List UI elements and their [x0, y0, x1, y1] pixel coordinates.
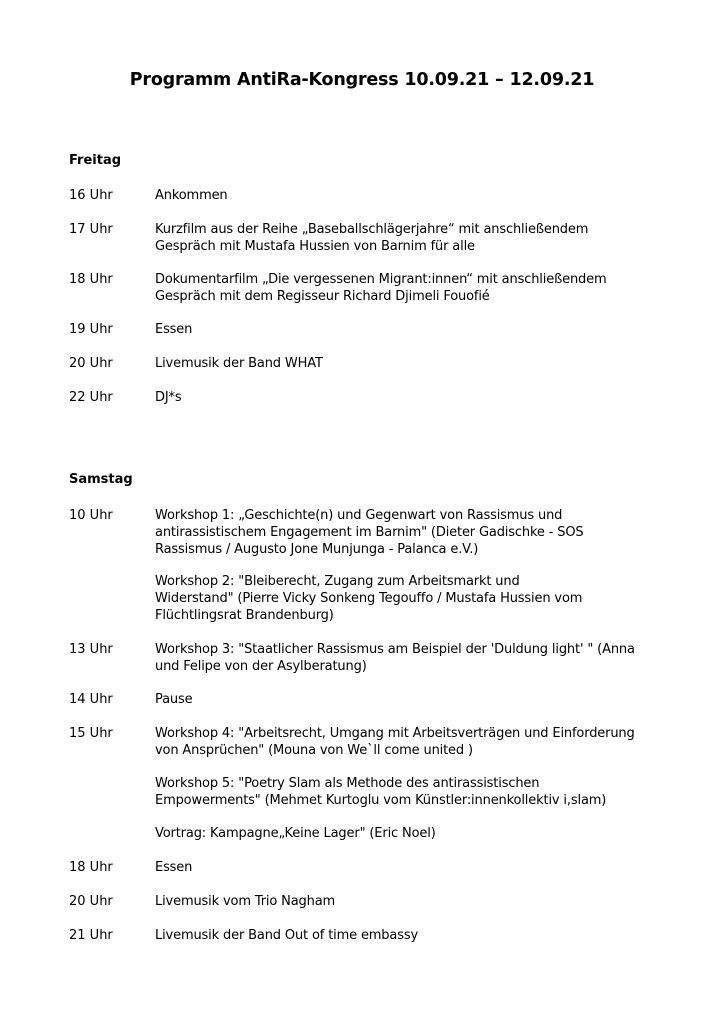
day-heading-friday: Freitag [69, 153, 122, 168]
entry-line: und Felipe von der Asylberatung) [155, 659, 367, 674]
entry-time: 14 Uhr [69, 692, 113, 707]
entry-time: 20 Uhr [69, 894, 113, 909]
entry-text [155, 691, 675, 708]
entry-time: 18 Uhr [69, 272, 113, 287]
entry-line: Essen [155, 860, 193, 875]
entry-time: 20 Uhr [69, 356, 113, 371]
entry-text [155, 507, 675, 558]
entry-line: Pause [155, 692, 193, 707]
entry-time: 22 Uhr [69, 390, 113, 405]
entry-text [155, 221, 675, 255]
entry-text [155, 641, 675, 675]
entry-time: 21 Uhr [69, 928, 113, 943]
entry-text [155, 725, 675, 759]
entry-line: Workshop 3: "Staatlicher Rassismus am Beispiel der 'Duldung light' " (Anna [155, 642, 635, 657]
entry-line: Ankommen [155, 188, 228, 203]
entry-text [155, 573, 675, 624]
entry-time: 16 Uhr [69, 188, 113, 203]
entry-time: 19 Uhr [69, 322, 113, 337]
entry-text [155, 859, 675, 876]
entry-line: Gespräch mit dem Regisseur Richard Djimeli Fouofié [155, 289, 490, 304]
entry-text [155, 187, 675, 204]
entry-time: 18 Uhr [69, 860, 113, 875]
entry-line: Workshop 5: "Poetry Slam als Methode des antirassistischen [155, 776, 540, 791]
entry-line: Kurzfilm aus der Reihe „Baseballschlägerjahre“ mit anschließendem [155, 222, 589, 237]
entry-text [155, 775, 675, 809]
entry-line: Workshop 1: „Geschichte(n) und Gegenwart von Rassismus und [155, 508, 563, 523]
entry-time: 15 Uhr [69, 726, 113, 741]
entry-line: Workshop 4: "Arbeitsrecht, Umgang mit Arbeitsverträgen und Einforderung [155, 726, 635, 741]
entry-text [155, 355, 675, 372]
entry-line: Flüchtlingsrat Brandenburg) [155, 608, 334, 623]
entry-line: Widerstand" (Pierre Vicky Sonkeng Tegouffo / Mustafa Hussien vom [155, 591, 583, 606]
entry-line: Essen [155, 322, 193, 337]
entry-line: von Ansprüchen" (Mouna von We`ll come united ) [155, 743, 473, 758]
entry-text [155, 825, 675, 842]
entry-line: antirassistischem Engagement im Barnim" (Dieter Gadischke - SOS [155, 525, 584, 540]
entry-line: Rassismus / Augusto Jone Munjunga - Palanca e.V.) [155, 542, 479, 557]
entry-text [155, 321, 675, 338]
entry-line: Vortrag: Kampagne„Keine Lager" (Eric Noel) [155, 826, 436, 841]
entry-line: Livemusik der Band WHAT [155, 356, 323, 371]
entry-text [155, 927, 675, 944]
entry-line: Gespräch mit Mustafa Hussien von Barnim für alle [155, 239, 475, 254]
entry-line: Livemusik vom Trio Nagham [155, 894, 336, 909]
entry-line: Empowerments" (Mehmet Kurtoglu vom Künstler:innenkollektiv i,slam) [155, 793, 607, 808]
entry-line: Livemusik der Band Out of time embassy [155, 928, 419, 943]
entry-text [155, 893, 675, 910]
entry-text [155, 271, 675, 305]
entry-time: 10 Uhr [69, 508, 113, 523]
entry-line: DJ*s [155, 390, 182, 405]
entry-time: 13 Uhr [69, 642, 113, 657]
entry-text [155, 389, 675, 406]
day-heading-saturday: Samstag [69, 472, 133, 487]
entry-line: Workshop 2: "Bleiberecht, Zugang zum Arbeitsmarkt und [155, 574, 520, 589]
page-title: Programm AntiRa-Kongress 10.09.21 – 12.09.21 [129, 70, 595, 90]
entry-time: 17 Uhr [69, 222, 113, 237]
entry-line: Dokumentarfilm „Die vergessenen Migrant:innen“ mit anschließendem [155, 272, 607, 287]
